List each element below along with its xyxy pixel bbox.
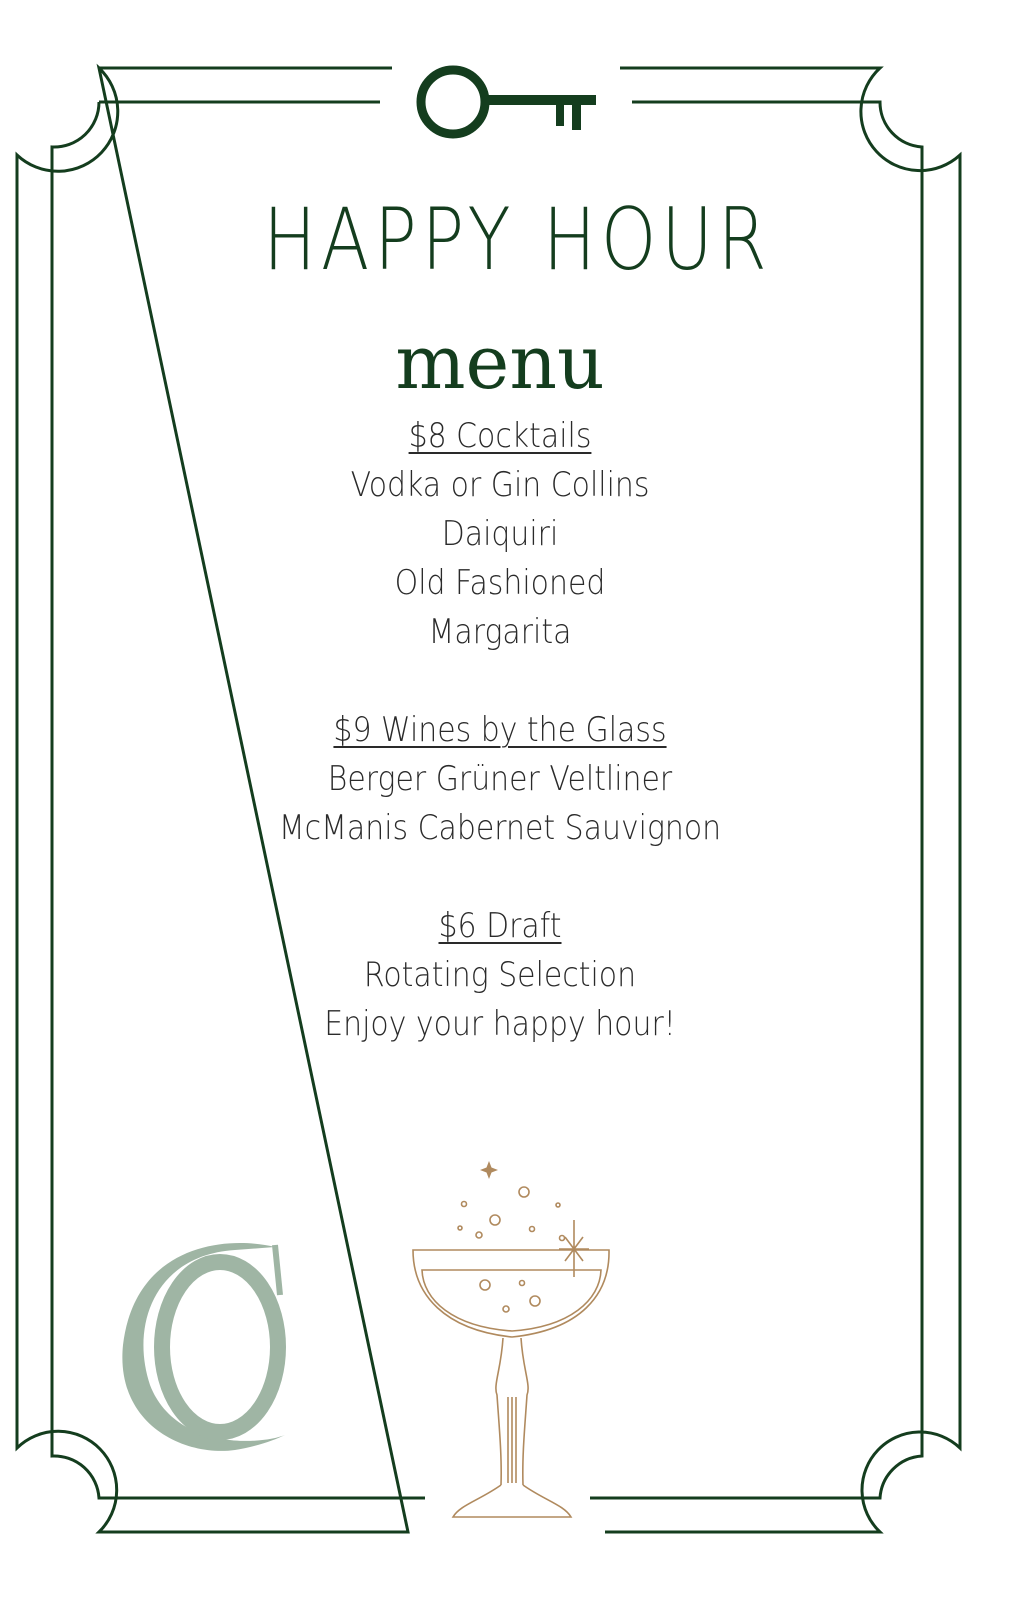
menu-item: Rotating Selection — [363, 955, 637, 995]
menu-item: Daiquiri — [441, 514, 559, 554]
menu-item: Margarita — [428, 612, 572, 652]
monogram-logo — [115, 1235, 300, 1460]
menu-subtitle: menu — [395, 320, 605, 406]
coupe-glass-icon — [405, 1155, 620, 1530]
section-heading-wines: $9 Wines by the Glass — [333, 710, 667, 750]
section-heading-cocktails: $8 Cocktails — [408, 416, 592, 456]
menu-list — [0, 412, 1000, 1049]
key-icon — [412, 62, 604, 142]
menu-item: Vodka or Gin Collins — [350, 465, 650, 505]
menu-tagline: Enjoy your happy hour! — [324, 1004, 676, 1044]
menu-item: McManis Cabernet Sauvignon — [278, 808, 722, 848]
menu-item: Old Fashioned — [394, 563, 606, 603]
section-heading-draft: $6 Draft — [438, 906, 562, 946]
page-title: HAPPY HOUR — [263, 190, 772, 290]
menu-item: Berger Grüner Veltliner — [327, 759, 673, 799]
